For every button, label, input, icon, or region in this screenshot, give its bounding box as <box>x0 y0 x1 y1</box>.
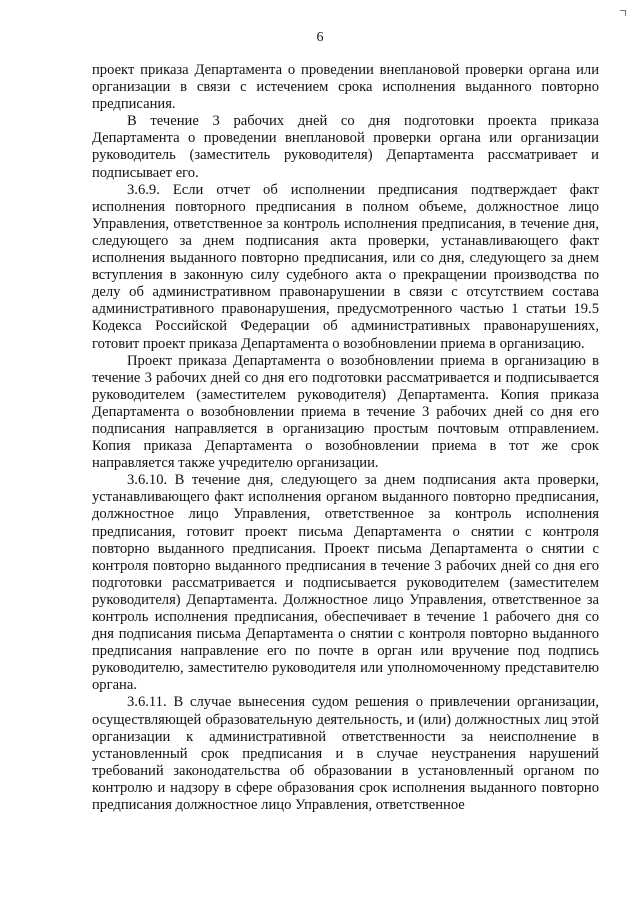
page-number: 6 <box>316 30 324 45</box>
paragraph-review-period: В течение 3 рабочих дней со дня подготовки проекта приказа Департамента о проведении внеплановой проверки органа или организации руководитель (заместитель руководителя) Департамента рассматривает и подписывает его. <box>92 113 599 181</box>
paragraph-continuation: проект приказа Департамента о проведении внеплановой проверки органа или организации в связи с истечением срока исполнения выданного повторно предписания. <box>92 62 599 113</box>
paragraph-3-6-11: 3.6.11. В случае вынесения судом решения о привлечении организации, осуществляющей образовательную деятельность, и (или) должностных лиц этой организации к административной ответственности за неисполнение в установленный срок предписания и в случае неустранения нарушений требований законодательства об образовании в установленный органом по контролю и надзору в сфере образования срок исполнения выданного повторно предписания должностное лицо Управления, ответственное <box>92 694 599 814</box>
paragraph-3-6-9: 3.6.9. Если отчет об исполнении предписания подтверждает факт исполнения повторного предписания в полном объеме, должностное лицо Управления, ответственное за контроль исполнения предписания, в течение дня, следующего за днем подписания акта проверки, устанавливающего факт исполнения выданного повторно предписания, или со дня, следующего за днем вступления в законную силу судебного акта о прекращении производства по делу об административном правонарушении в связи с отсутствием состава административного правонарушения, предусмотренного частью 1 статьи 19.5 Кодекса Российской Федерации об административных правонарушениях, готовит проект приказа Департамента о возобновлении приема в организацию. <box>92 181 599 352</box>
scan-corner-mark <box>620 10 626 16</box>
document-body <box>92 62 599 814</box>
paragraph-resume-admission: Проект приказа Департамента о возобновлении приема в организацию в течение 3 рабочих дней со дня его подготовки рассматривается и подписывается руководителем (заместителем руководителя) Департамента. Копия приказа Департамента о возобновлении приема в течение 3 рабочих дней со дня его подписания направляется в организацию простым почтовым отправлением. Копия приказа Департамента о возобновлении приема в тот же срок направляется также учредителю организации. <box>92 352 599 472</box>
paragraph-3-6-10: 3.6.10. В течение дня, следующего за днем подписания акта проверки, устанавливающего факт исполнения органом выданного повторно предписания, должностное лицо Управления, ответственное за контроль исполнения предписания, готовит проект письма Департамента о снятии с контроля повторно выданного предписания. Проект письма Департамента о снятии с контроля повторно выданного предписания в течение 3 рабочих дней со дня его подготовки рассматривается и подписывается руководителем (заместителем руководителя) Департамента. Должностное лицо Управления, ответственное за контроль исполнения предписания, обеспечивает в течение 1 рабочего дня со дня подписания письма Департамента о снятии с контроля повторно выданного предписания направление его по почте в орган или вручение под подпись руководителю, заместителю руководителя или уполномоченному представителю органа. <box>92 472 599 694</box>
